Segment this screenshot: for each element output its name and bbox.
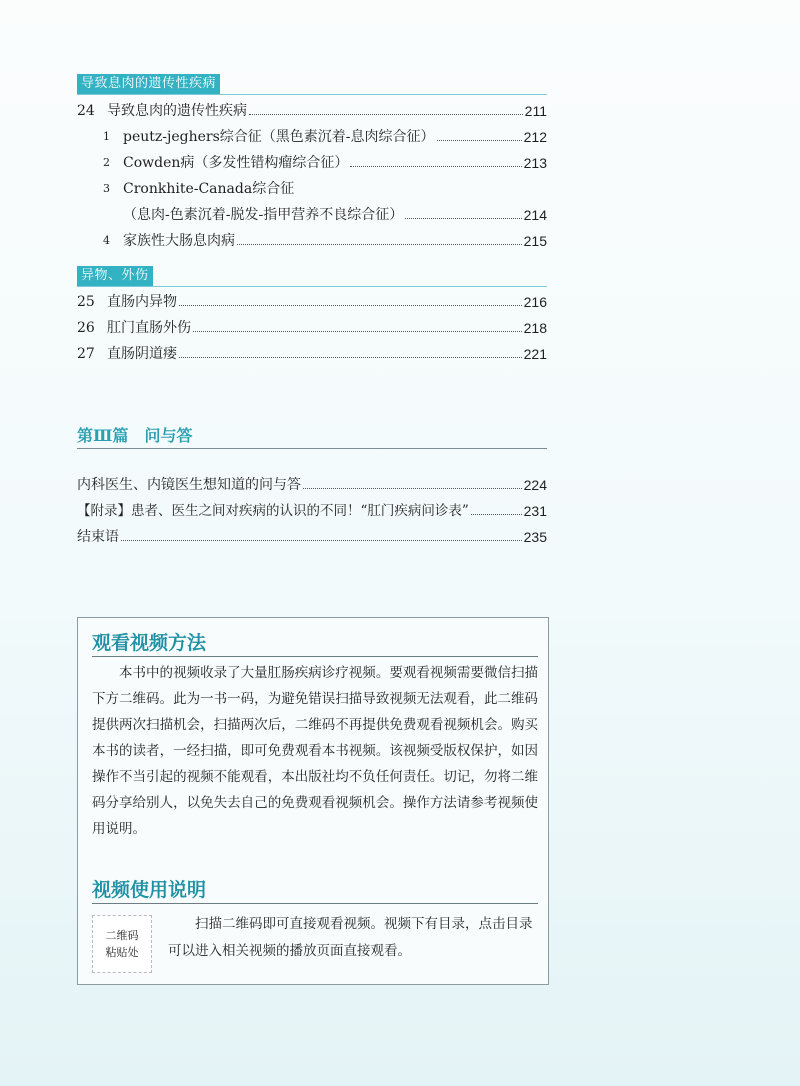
entry-page: 218 — [523, 320, 547, 336]
toc-entry-appendix[interactable] — [77, 499, 547, 521]
leader-dots — [193, 331, 522, 332]
entry-title: 家族性大肠息肉病 — [123, 233, 235, 249]
toc-entry-24-3-cont[interactable] — [77, 203, 547, 225]
video-method-text: 本书中的视频收录了大量肛肠疾病诊疗视频。要观看视频需要微信扫描下方二维码。此为一书一码，为避免错误扫描导致视频无法观看，此二维码提供两次扫描机会，扫描两次后，二维码不再提供免费观看视频机会。购买本书的读者，一经扫描，即可免费观看本书视频。该视频受版权保护，如因操作不当引起的视频不能观看，本出版社均不负任何责任。切记，勿将二维码分享给别人，以免失去自己的免费观看视频机会。操作方法请参考视频使用说明。 — [92, 665, 538, 837]
entry-number: 24 — [77, 103, 95, 119]
part-title-rule — [77, 448, 547, 449]
leader-dots — [121, 540, 522, 541]
qr-code-placeholder[interactable] — [92, 915, 152, 973]
entry-page: 213 — [523, 155, 547, 171]
entry-page: 231 — [523, 503, 547, 519]
entry-page: 224 — [523, 477, 547, 493]
video-info-box — [77, 617, 549, 985]
toc-entry-25[interactable] — [77, 290, 547, 312]
qr-label-line2: 粘贴处 — [105, 946, 139, 959]
toc-entry-24-1[interactable] — [77, 125, 547, 147]
section-tag-rule — [77, 94, 547, 95]
leader-dots — [303, 488, 522, 489]
entry-page: 216 — [523, 294, 547, 310]
qr-label-line1: 二维码 — [105, 929, 139, 942]
entry-title: 肛门直肠外伤 — [107, 320, 191, 336]
entry-page: 235 — [523, 529, 547, 545]
video-usage-text: 扫描二维码即可直接观看视频。视频下有目录，点击目录可以进入相关视频的播放页面直接观看。 — [168, 916, 533, 959]
entry-page: 215 — [523, 233, 547, 249]
leader-dots — [179, 357, 522, 358]
entry-number: 4 — [103, 234, 110, 247]
entry-title: 直肠阴道瘘 — [107, 346, 177, 362]
section-tag-hereditary: 导致息肉的遗传性疾病 — [77, 74, 220, 94]
entry-number: 25 — [77, 294, 95, 310]
entry-title: 结束语 — [77, 529, 119, 545]
entry-title: 导致息肉的遗传性疾病 — [107, 103, 247, 119]
entry-page: 211 — [524, 103, 547, 119]
entry-number: 1 — [103, 130, 110, 143]
leader-dots — [350, 166, 521, 167]
toc-entry-24[interactable] — [77, 99, 547, 121]
entry-title: Cronkhite-Canada综合征 — [123, 181, 295, 197]
entry-title: peutz-jeghers综合征（黑色素沉着-息肉综合征） — [123, 129, 435, 145]
video-method-heading: 观看视频方法 — [92, 632, 207, 654]
entry-page: 214 — [523, 207, 547, 223]
leader-dots — [179, 305, 522, 306]
entry-page: 212 — [523, 129, 547, 145]
video-usage-heading: 视频使用说明 — [92, 879, 207, 901]
part-title: 第Ⅲ篇 问与答 — [77, 426, 193, 445]
leader-dots — [249, 114, 523, 115]
toc-entry-27[interactable] — [77, 342, 547, 364]
heading-rule — [92, 656, 538, 657]
entry-page: 221 — [523, 346, 547, 362]
section-tag-foreign-body: 异物、外伤 — [77, 266, 153, 286]
leader-dots — [405, 218, 521, 219]
leader-dots — [471, 514, 522, 515]
entry-title: （息肉-色素沉着-脱发-指甲营养不良综合征） — [123, 207, 404, 223]
entry-number: 2 — [103, 156, 110, 169]
entry-number: 3 — [103, 182, 110, 195]
heading-rule — [92, 903, 538, 904]
entry-title: 直肠内异物 — [107, 294, 177, 310]
entry-title: Cowden病（多发性错构瘤综合征） — [123, 155, 349, 171]
entry-title: 内科医生、内镜医生想知道的问与答 — [77, 477, 301, 493]
toc-entry-24-2[interactable] — [77, 151, 547, 173]
entry-number: 26 — [77, 320, 95, 336]
toc-entry-epilogue[interactable] — [77, 525, 547, 547]
entry-number: 27 — [77, 346, 95, 362]
leader-dots — [437, 140, 522, 141]
toc-entry-24-4[interactable] — [77, 229, 547, 251]
entry-title: 【附录】患者、医生之间对疾病的认识的不同！“肛门疾病问诊表” — [77, 503, 469, 519]
toc-entry-24-3[interactable] — [77, 177, 547, 199]
toc-entry-qa[interactable] — [77, 473, 547, 495]
section-tag-rule — [77, 286, 547, 287]
toc-entry-26[interactable] — [77, 316, 547, 338]
leader-dots — [237, 244, 522, 245]
